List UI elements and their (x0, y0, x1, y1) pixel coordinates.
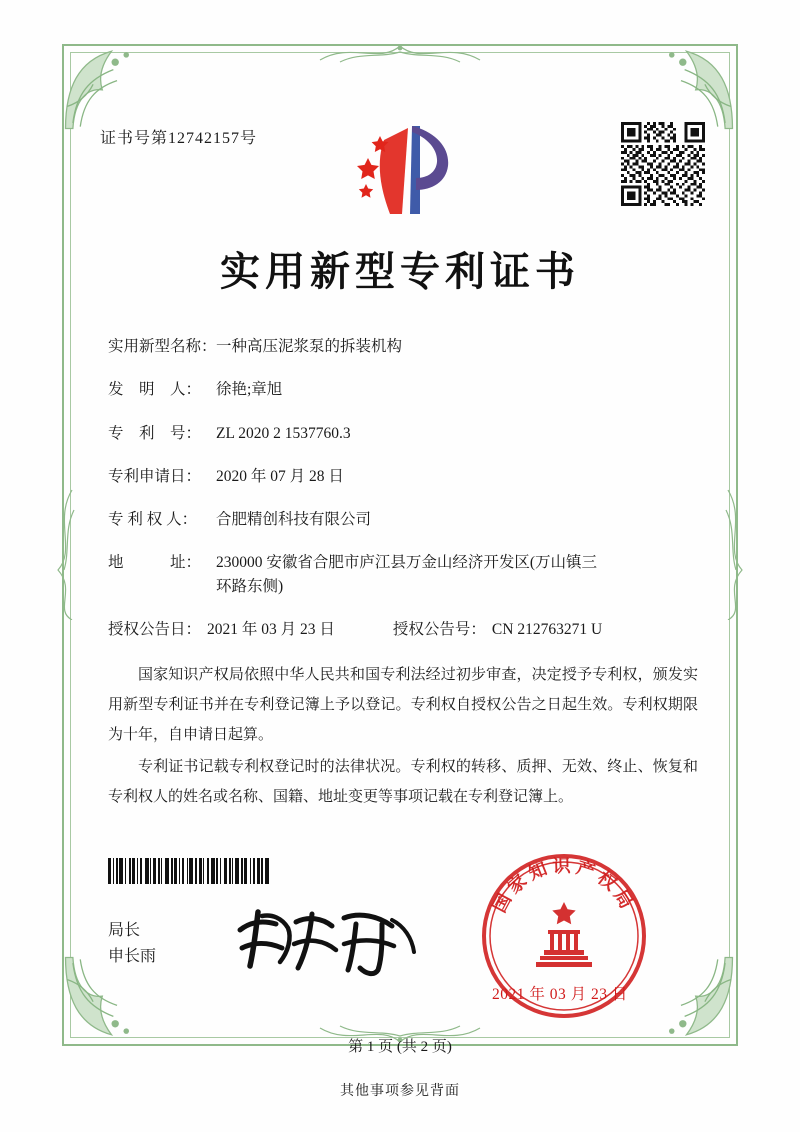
field-value: 徐艳;章旭 (216, 381, 283, 399)
svg-text:国: 国 (489, 890, 516, 916)
certificate-number: 证书号第12742157号 (100, 130, 258, 147)
field-value: 2021 年 03 月 23 日 (207, 620, 335, 638)
svg-text:家: 家 (503, 870, 531, 898)
address-line-2: 环路东侧) (216, 577, 284, 595)
field-grant-row (108, 618, 698, 641)
signature-block (108, 918, 156, 971)
address-line-1: 230000 安徽省合肥市庐江县万金山经济开发区(万山镇三 (216, 554, 598, 572)
field-utility-model-name (108, 335, 698, 358)
edge-ornament-icon (300, 40, 500, 66)
field-grant-number (393, 618, 602, 641)
svg-text:产: 产 (573, 857, 598, 882)
field-patent-number (108, 422, 698, 445)
field-label: 授权公告号： (392, 620, 486, 638)
field-application-date (108, 465, 698, 488)
field-label: 地 址： (108, 554, 202, 572)
page-number: 第 1 页 (共 2 页) (348, 1039, 452, 1055)
cnipa-logo-icon (350, 118, 460, 218)
legal-text (108, 660, 698, 814)
barcode (108, 858, 314, 884)
field-label: 专利申请日： (108, 467, 202, 485)
qr-code (621, 122, 705, 206)
patent-fields (108, 335, 698, 655)
corner-ornament-icon (646, 42, 738, 134)
edge-ornament-icon (722, 470, 748, 620)
field-value: 2020 年 07 月 28 日 (216, 467, 344, 485)
director-name: 申长雨 (108, 948, 157, 966)
field-value: CN 212763271 U (491, 620, 603, 638)
seal-date: 2021 年 03 月 23 日 (492, 986, 628, 1003)
field-label: 专 利 号： (108, 424, 202, 442)
field-patentee (108, 508, 698, 531)
field-label: 专 利 权 人： (108, 511, 198, 528)
corner-ornament-icon (646, 952, 738, 1044)
footnote: 其他事项参见背面 (340, 1084, 460, 1099)
page-title: 实用新型专利证书 (220, 248, 580, 295)
corner-ornament-icon (60, 42, 152, 134)
field-label: 授权公告日： (108, 620, 202, 638)
field-value: 一种高压泥浆泵的拆装机构 (216, 338, 403, 355)
field-value (216, 551, 698, 598)
field-label: 发 明 人： (108, 381, 202, 399)
field-inventor (108, 378, 698, 401)
svg-text:识: 识 (552, 855, 571, 877)
field-address (108, 551, 698, 598)
field-value: 合肥精创科技有限公司 (216, 511, 372, 528)
paragraph-2: 专利证书记载专利权登记时的法律状况。专利权的转移、质押、无效、终止、恢复和专利权人的姓名或名称、国籍、地址变更等事项记载在专利登记簿上。 (108, 759, 698, 805)
svg-text:知: 知 (525, 858, 550, 884)
edge-ornament-icon (52, 470, 78, 620)
svg-text:权: 权 (593, 867, 621, 895)
field-grant-date (108, 618, 335, 641)
paragraph-1: 国家知识产权局依照中华人民共和国专利法经过初步审查，决定授予专利权，颁发实用新型专利证书并在专利登记簿上予以登记。专利权自授权公告之日起生效。专利权期限为十年，自申请日起算。 (108, 667, 698, 743)
svg-text:局: 局 (610, 885, 637, 912)
director-title: 局长 (108, 922, 141, 939)
field-value: ZL 2020 2 1537760.3 (216, 424, 351, 442)
field-label: 实用新型名称： (108, 338, 217, 355)
handwritten-signature-icon (232, 900, 422, 980)
